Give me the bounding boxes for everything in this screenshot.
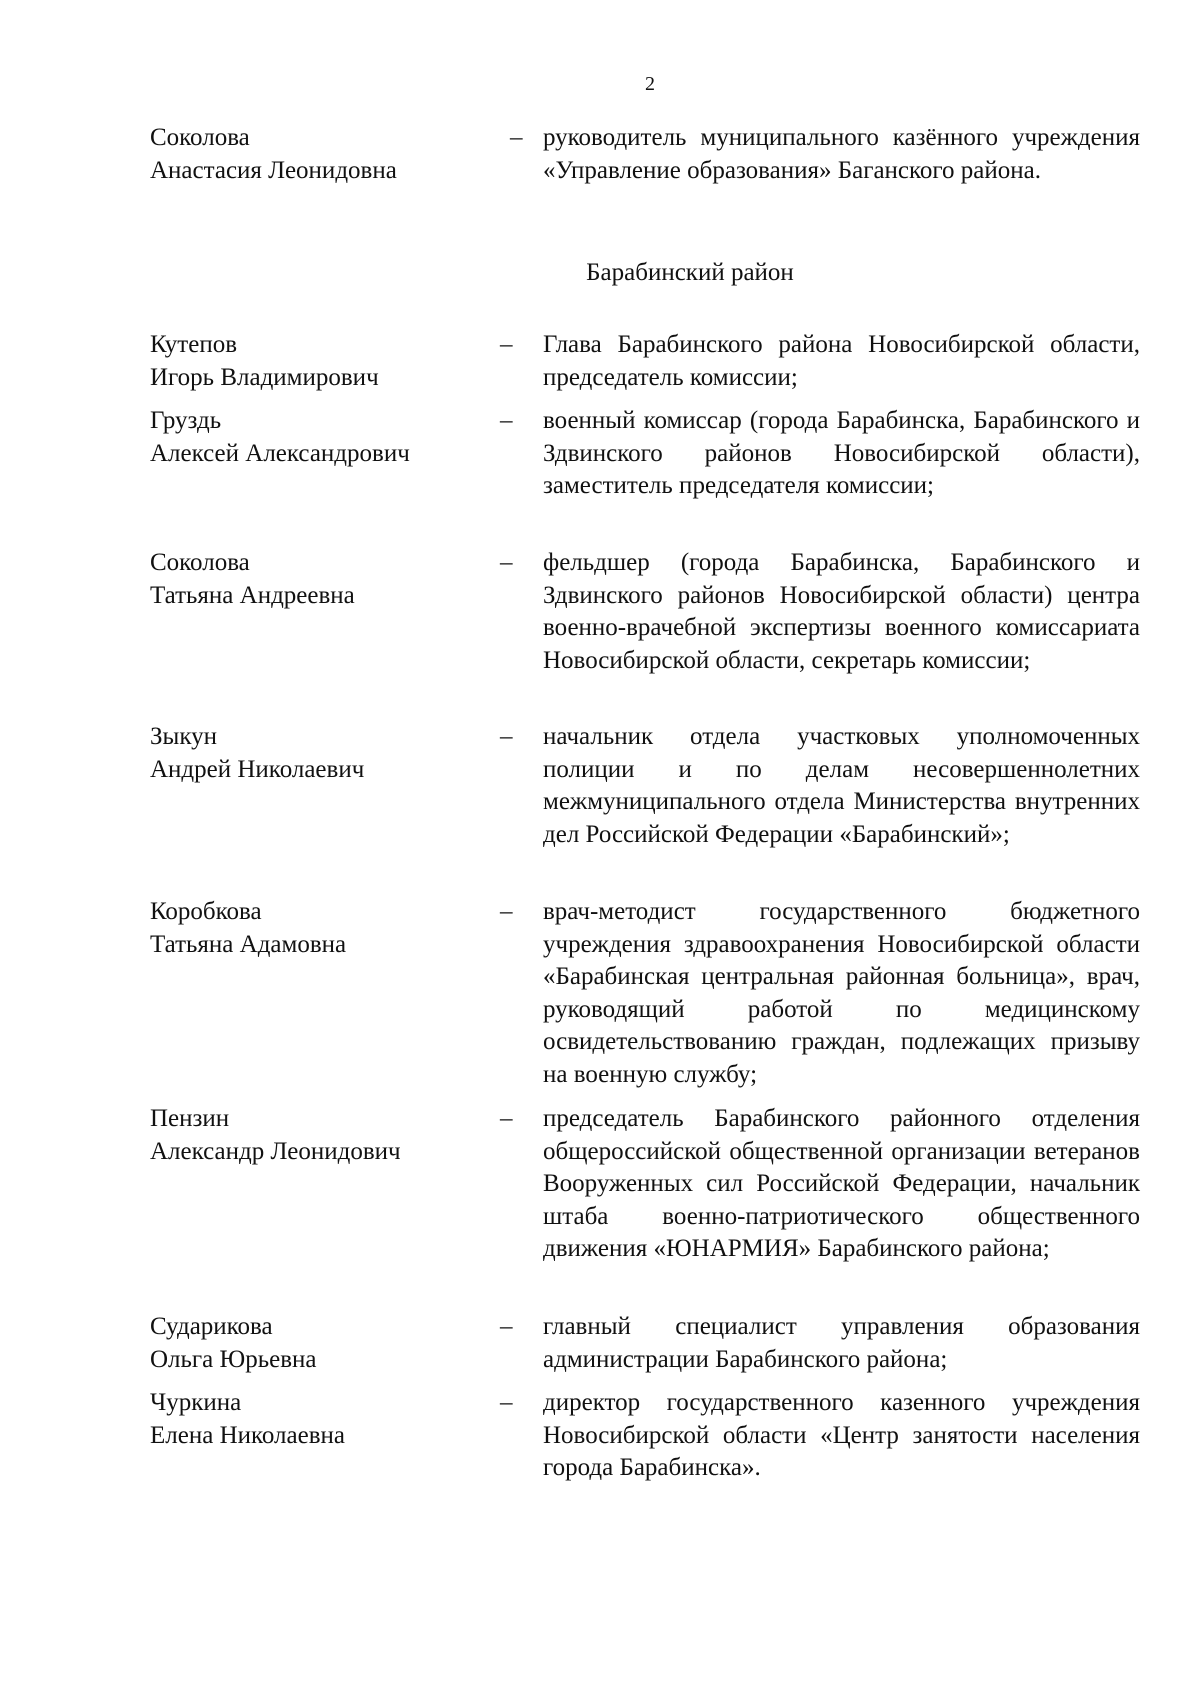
member-name <box>150 547 500 612</box>
member-given-names: Андрей Николаевич <box>150 755 365 783</box>
member-name <box>150 329 500 394</box>
member-given-names: Анастасия Леонидовна <box>150 156 397 184</box>
separator-dash: – <box>500 1313 513 1340</box>
member-position: фельдшер (города Барабинска, Барабинского и Здвинского районов Новосибирской области) центра военно-врачебной экспертизы военного комиссариата Новосибирской области, секретарь комиссии; <box>543 549 1140 674</box>
member-name <box>150 122 500 187</box>
page-number: 2 <box>645 73 655 95</box>
member-name <box>150 721 500 786</box>
member-position: начальник отдела участковых уполномоченных полиции и по делам несовершеннолетних межмуниципального отдела Министерства внутренних дел Российской Федерации «Барабинский»; <box>543 723 1140 848</box>
separator-dash: – <box>500 331 513 358</box>
separator-dash: – <box>500 407 513 434</box>
member-position: врач-методист государственного бюджетного учреждения здравоохранения Новосибирской области «Барабинская центральная районная больница», врач, руководящий работой по медицинскому освидетельствованию граждан, подлежащих призыву на военную службу; <box>543 898 1140 1088</box>
district-heading: Барабинский район <box>586 259 794 286</box>
member-given-names: Александр Леонидович <box>150 1137 401 1165</box>
member-name <box>150 1387 500 1452</box>
member-given-names: Елена Николаевна <box>150 1421 345 1449</box>
member-given-names: Ольга Юрьевна <box>150 1345 317 1373</box>
member-name <box>150 1103 500 1168</box>
separator-dash: – <box>500 898 513 925</box>
member-surname: Коробкова <box>150 898 262 925</box>
member-position: главный специалист управления образования администрации Барабинского района; <box>543 1313 1140 1373</box>
member-given-names: Алексей Александрович <box>150 439 410 467</box>
member-surname: Груздь <box>150 407 222 434</box>
member-given-names: Игорь Владимирович <box>150 363 379 391</box>
separator-dash: – <box>500 1105 513 1132</box>
member-position: Глава Барабинского района Новосибирской области, председатель комиссии; <box>543 331 1140 391</box>
separator-dash: – <box>500 549 513 576</box>
member-surname: Сударикова <box>150 1313 273 1340</box>
member-surname: Пензин <box>150 1105 230 1132</box>
member-surname: Кутепов <box>150 331 237 358</box>
member-position: председатель Барабинского районного отделения общероссийской общественной организации ветеранов Вооруженных сил Российской Федерации, начальник штаба военно-патриотического общественного движения «ЮНАРМИЯ» Барабинского района; <box>543 1105 1140 1262</box>
member-position: директор государственного казенного учреждения Новосибирской области «Центр занятости населения города Барабинска». <box>543 1389 1140 1481</box>
member-surname: Соколова <box>150 549 250 576</box>
member-position: руководитель муниципального казённого учреждения «Управление образования» Баганского района. <box>543 124 1140 184</box>
member-position: военный комиссар (города Барабинска, Барабинского и Здвинского районов Новосибирской области), заместитель председателя комиссии; <box>543 407 1140 499</box>
member-surname: Зыкун <box>150 723 217 750</box>
separator-dash: – <box>510 124 523 151</box>
member-given-names: Татьяна Андреевна <box>150 581 355 609</box>
member-name <box>150 1311 500 1376</box>
member-name <box>150 405 500 470</box>
member-given-names: Татьяна Адамовна <box>150 930 347 958</box>
separator-dash: – <box>500 723 513 750</box>
member-surname: Соколова <box>150 124 250 151</box>
separator-dash: – <box>500 1389 513 1416</box>
member-name <box>150 896 500 961</box>
member-surname: Чуркина <box>150 1389 242 1416</box>
